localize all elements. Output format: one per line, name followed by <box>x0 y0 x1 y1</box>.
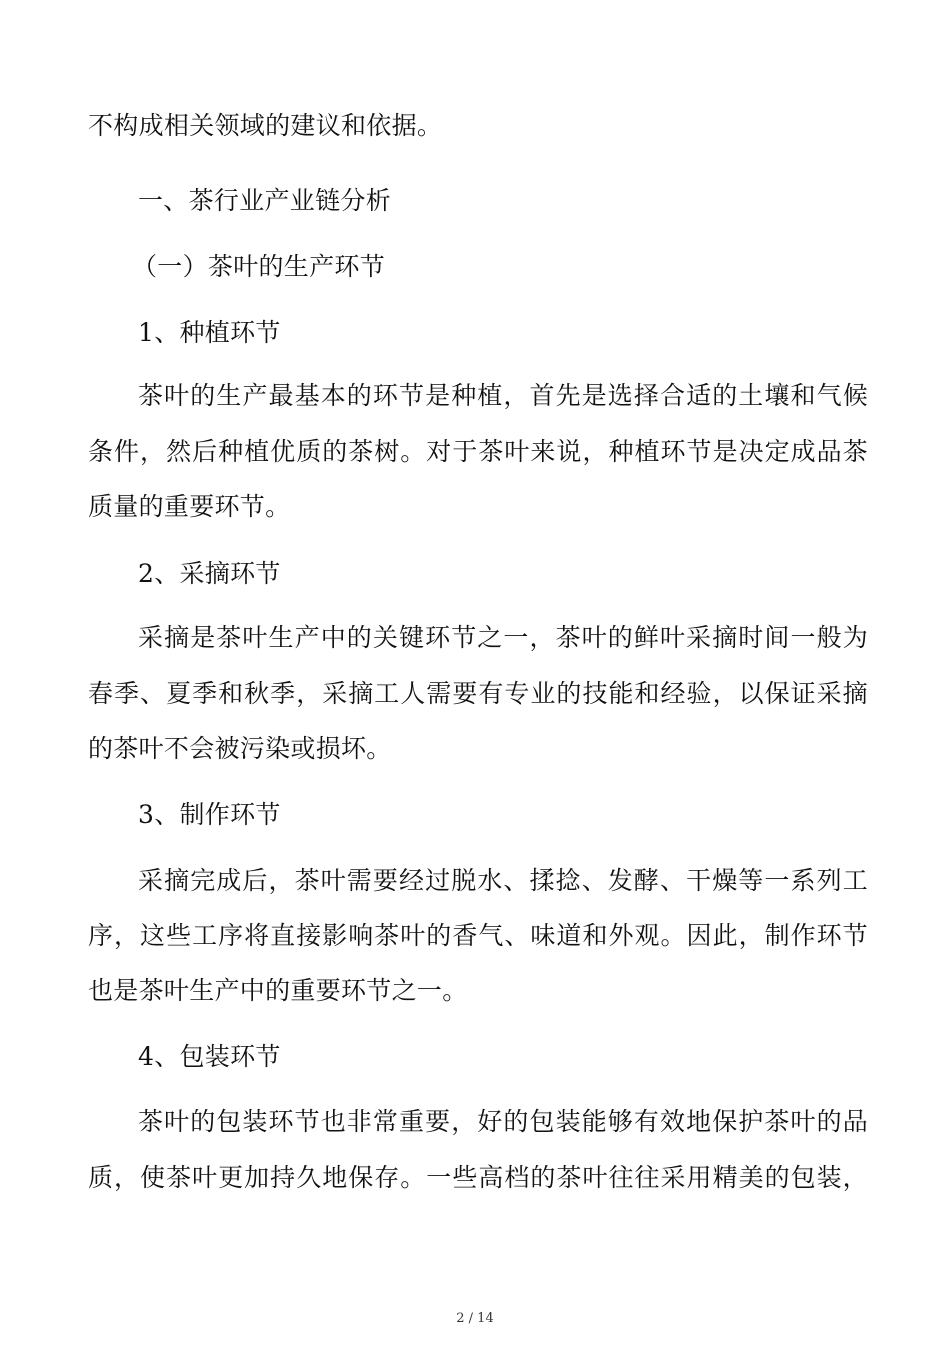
page-number: 2 / 14 <box>456 1311 494 1326</box>
paragraph-processing-line-3: 也是茶叶生产中的重要环节之一。 <box>88 976 468 1005</box>
paragraph-processing-line-1: 采摘完成后，茶叶需要经过脱水、揉捻、发酵、干燥等一系列工 <box>138 866 868 895</box>
item-heading-planting: 1、种植环节 <box>138 318 281 347</box>
paragraph-picking-line-2: 春季、夏季和秋季，采摘工人需要有专业的技能和经验，以保证采摘 <box>88 679 868 708</box>
paragraph-picking-line-3: 的茶叶不会被污染或损坏。 <box>88 734 392 763</box>
subsection-heading: （一）茶叶的生产环节 <box>132 252 386 281</box>
paragraph-processing-line-2: 序，这些工序将直接影响茶叶的香气、味道和外观。因此，制作环节 <box>88 921 868 950</box>
paragraph-planting-line-3: 质量的重要环节。 <box>88 492 291 521</box>
paragraph-continuation: 不构成相关领域的建议和依据。 <box>88 111 443 140</box>
paragraph-planting-line-1: 茶叶的生产最基本的环节是种植，首先是选择合适的土壤和气候 <box>138 381 868 410</box>
paragraph-planting-line-2: 条件，然后种植优质的茶树。对于茶叶来说，种植环节是决定成品茶 <box>88 437 868 466</box>
paragraph-packaging-line-1: 茶叶的包装环节也非常重要，好的包装能够有效地保护茶叶的品 <box>138 1107 868 1136</box>
item-heading-processing: 3、制作环节 <box>138 800 281 829</box>
section-heading: 一、茶行业产业链分析 <box>138 186 392 215</box>
item-heading-packaging: 4、包装环节 <box>138 1042 281 1071</box>
paragraph-packaging-line-2: 质，使茶叶更加持久地保存。一些高档的茶叶往往采用精美的包装， <box>88 1163 868 1192</box>
item-heading-picking: 2、采摘环节 <box>138 559 281 588</box>
paragraph-picking-line-1: 采摘是茶叶生产中的关键环节之一，茶叶的鲜叶采摘时间一般为 <box>138 623 868 652</box>
